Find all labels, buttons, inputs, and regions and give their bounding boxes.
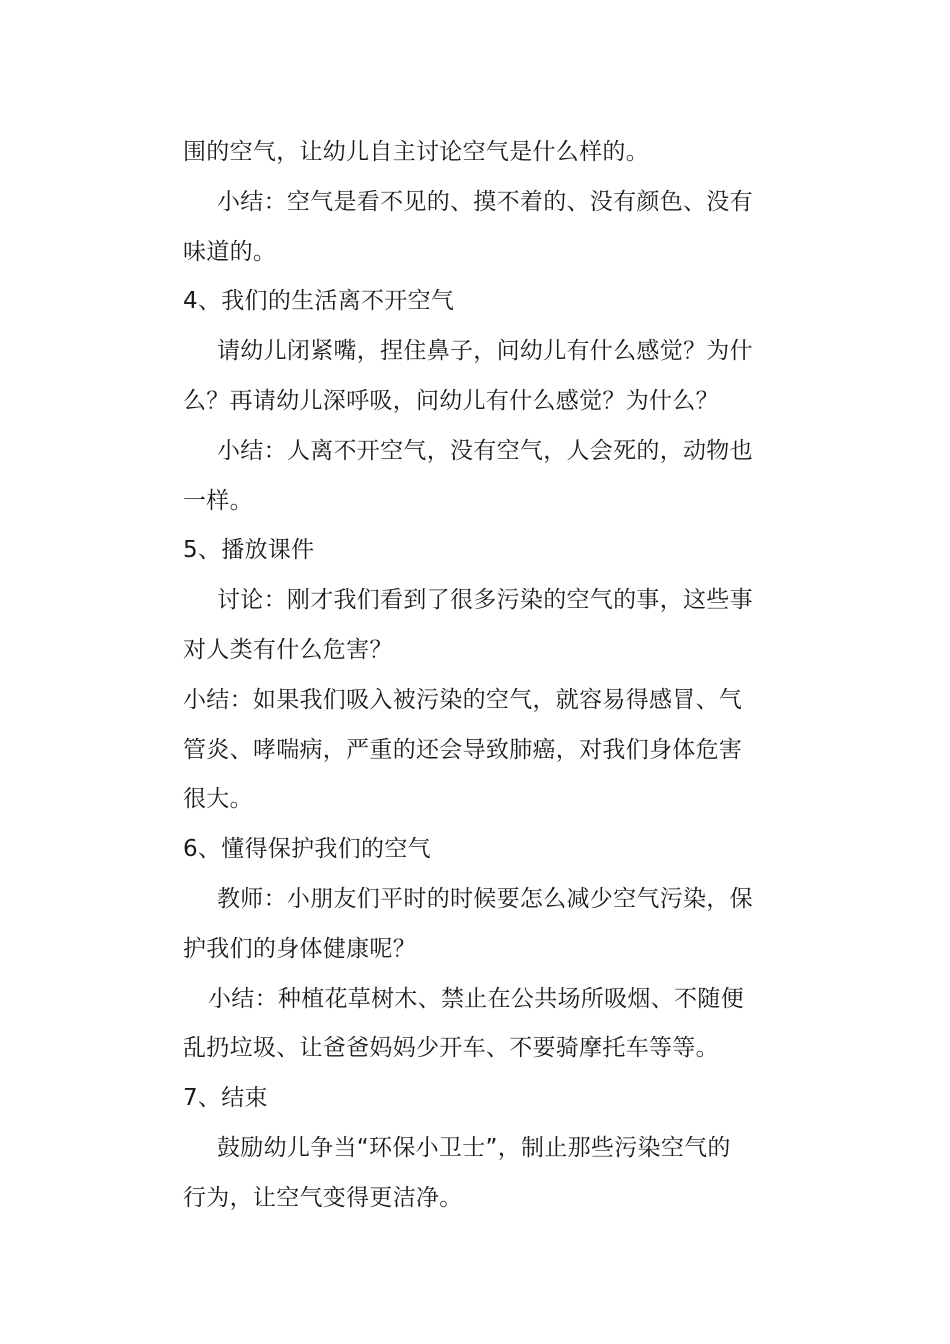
discussion-line: 讨论：刚才我们看到了很多污染的空气的事，这些事 — [217, 587, 753, 614]
summary-line: 小结：种植花草树木、禁止在公共场所吸烟、不随便 — [208, 985, 744, 1012]
paragraph-line: 请幼儿闭紧嘴，捏住鼻子，问幼儿有什么感觉？为什 — [217, 338, 753, 365]
document-body — [183, 128, 808, 1224]
summary-line: 小结：空气是看不见的、摸不着的、没有颜色、没有 — [217, 188, 753, 215]
paragraph-line: 味道的。 — [183, 238, 277, 265]
paragraph-line: 围的空气，让幼儿自主讨论空气是什么样的。 — [183, 139, 649, 165]
section-heading-5: 5、播放课件 — [183, 537, 315, 564]
paragraph-line: 鼓励幼儿争当“环保小卫士”，制止那些污染空气的 — [217, 1134, 731, 1161]
section-heading-4: 4、我们的生活离不开空气 — [183, 288, 455, 315]
paragraph-line: 么？再请幼儿深呼吸，问幼儿有什么感觉？为什么？ — [183, 387, 719, 414]
paragraph-line: 一样。 — [183, 487, 253, 514]
paragraph-line: 管炎、哮喘病，严重的还会导致肺癌，对我们身体危害 — [183, 736, 743, 763]
paragraph-line: 行为，让空气变得更洁净。 — [183, 1184, 463, 1211]
teacher-line: 教师：小朋友们平时的时候要怎么减少空气污染，保 — [217, 885, 753, 912]
paragraph-line: 很大。 — [183, 786, 253, 813]
summary-line: 小结：人离不开空气，没有空气，人会死的，动物也 — [217, 437, 753, 464]
paragraph-line: 护我们的身体健康呢？ — [183, 935, 416, 962]
section-heading-6: 6、懂得保护我们的空气 — [183, 836, 431, 863]
paragraph-line: 对人类有什么危害？ — [183, 636, 393, 663]
section-heading-7: 7、结束 — [183, 1085, 268, 1112]
summary-line: 小结：如果我们吸入被污染的空气，就容易得感冒、气 — [183, 686, 743, 713]
paragraph-line: 乱扔垃圾、让爸爸妈妈少开车、不要骑摩托车等等。 — [183, 1035, 719, 1062]
